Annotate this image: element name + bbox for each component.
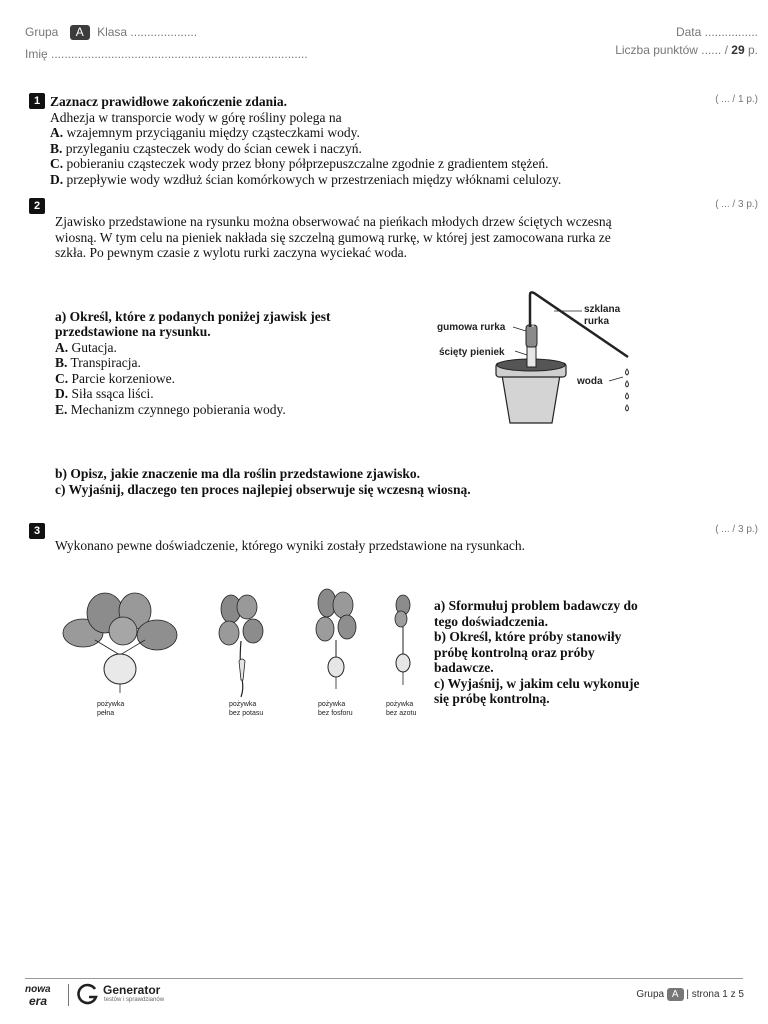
q3a-line-2: tego doświadczenia. [434, 614, 548, 629]
punkty-field [615, 43, 758, 57]
label-pieniek: ścięty pieniek [439, 347, 505, 358]
plant-2-label-1: pożywka [229, 701, 257, 708]
q2-option-e: E. Mechanizm czynnego pobierania wody. [55, 402, 286, 417]
water-drop-4 [626, 405, 629, 411]
label-szklana-2: rurka [584, 316, 610, 327]
water-drop-1 [626, 369, 629, 375]
generator-g-icon [77, 983, 99, 1005]
q3-points: ( ... / 3 p.) [715, 524, 758, 535]
plant-4-label-2: bez azotu [386, 710, 417, 717]
q3-figure [55, 585, 425, 725]
footer-page-number: | strona 1 z 5 [686, 989, 744, 1000]
q2-intro-line-1: Zjawisko przedstawione na rysunku można obserwować na pieńkach młodych drzew ściętych wczesną [55, 214, 612, 229]
footer-divider [25, 978, 743, 979]
q2a-title-1: a) Określ, które z podanych poniżej zjawisk jest [55, 309, 331, 324]
grupa-label: Grupa [25, 25, 59, 39]
logo-nowa: nowa [25, 984, 51, 995]
cut-stump [527, 345, 536, 367]
q2-number: 2 [29, 198, 45, 214]
plant-no-phosphorus [316, 589, 356, 689]
label-szklana-1: szklana [584, 304, 621, 315]
rubber-tube [526, 325, 537, 347]
flower-pot [502, 375, 560, 423]
grupa-badge: A [70, 25, 90, 40]
label-gumowa: gumowa rurka [437, 322, 506, 333]
imie-field: Imię ............................................................................. [25, 47, 308, 61]
q1-option-a: A. wzajemnym przyciąganiu między cząsteczkami wody. [50, 125, 360, 140]
label-woda: woda [577, 376, 603, 387]
q2-option-a: A. Gutacja. [55, 340, 117, 355]
q2-intro-line-2: wiosną. W tym celu na pieniek nakłada się szczelną gumową rurkę, w której jest zamocowana rurka ze [55, 230, 611, 245]
q3b-line-1: b) Określ, które próby stanowiły [434, 629, 622, 644]
q2-intro-line-3: szkła. Po pewnym czasie z wylotu rurki zaczyna wyciekać woda. [55, 245, 407, 260]
q1-title: Zaznacz prawidłowe zakończenie zdania. [50, 94, 287, 109]
q1-points: ( ... / 1 p.) [715, 94, 758, 105]
glass-tube [530, 292, 628, 357]
q3c-line-2: się próbę kontrolną. [434, 691, 550, 706]
water-drop-3 [626, 393, 629, 399]
q3b-line-2: próbę kontrolną oraz próby [434, 645, 595, 660]
footer-grupa-badge: A [667, 988, 684, 1001]
q3a-line-1: a) Sformułuj problem badawczy do [434, 598, 638, 613]
q2-option-d: D. Siła ssąca liści. [55, 386, 154, 401]
q2-figure [430, 285, 670, 435]
q1-stem: Adhezja w transporcie wody w górę rośliny polega na [50, 110, 342, 125]
q2b-text: b) Opisz, jakie znaczenie ma dla roślin przedstawione zjawisko. [55, 466, 420, 481]
plant-3-label-2: bez fosforu [318, 710, 353, 717]
header-grupa [25, 25, 197, 40]
logo-era: era [29, 994, 48, 1008]
q1-option-c: C. pobieraniu cząsteczek wody przez błony półprzepuszczalne zgodnie z gradientem stężeń. [50, 156, 549, 171]
q3b-line-3: badawcze. [434, 660, 494, 675]
footer-separator [68, 984, 69, 1006]
q1-option-d: D. przepływie wody wzdłuż ścian komórkowych w przestrzeniach między włóknami celulozy. [50, 172, 562, 187]
klasa-field: Klasa .................... [97, 25, 198, 39]
punkty-suffix: p. [747, 43, 758, 57]
q3-number: 3 [29, 523, 45, 539]
plant-3-label-1: pożywka [318, 701, 346, 708]
q3-intro: Wykonano pewne doświadczenie, którego wyniki zostały przedstawione na rysunkach. [55, 538, 526, 553]
plant-2-label-2: bez potasu [229, 710, 264, 717]
plant-no-nitrogen [395, 595, 410, 685]
plant-1-label-1: pożywka [97, 701, 125, 708]
q2-points: ( ... / 3 p.) [715, 199, 758, 210]
plant-no-potassium [219, 595, 263, 697]
punkty-max: 29 [731, 43, 745, 57]
plant-4-label-1: pożywka [386, 701, 414, 708]
q3c-line-1: c) Wyjaśnij, w jakim celu wykonuje [434, 676, 640, 691]
generator-subtitle: testów i sprawdzianów [104, 997, 165, 1003]
q2-option-b: B. Transpiracja. [55, 355, 141, 370]
data-field: Data ................ [675, 25, 758, 39]
punkty-label: Liczba punktów ...... / [615, 43, 728, 57]
water-drop-2 [626, 381, 629, 387]
q2c-text: c) Wyjaśnij, dlaczego ten proces najlepiej obserwuje się wczesną wiosną. [55, 482, 471, 497]
plant-full-nutrient [63, 593, 177, 693]
footer-grupa-label: Grupa [636, 989, 665, 1000]
q2a-title-2: przedstawione na rysunku. [55, 324, 211, 339]
plant-1-label-2: pełna [97, 710, 115, 717]
q1-option-b: B. przyleganiu cząsteczek wody do ścian cewek i naczyń. [50, 141, 362, 156]
generator-title: Generator [103, 983, 161, 997]
q1-number: 1 [29, 93, 45, 109]
q2-option-c: C. Parcie korzeniowe. [55, 371, 175, 386]
footer-page-info [636, 988, 744, 1001]
nowa-era-logo [25, 984, 61, 1010]
